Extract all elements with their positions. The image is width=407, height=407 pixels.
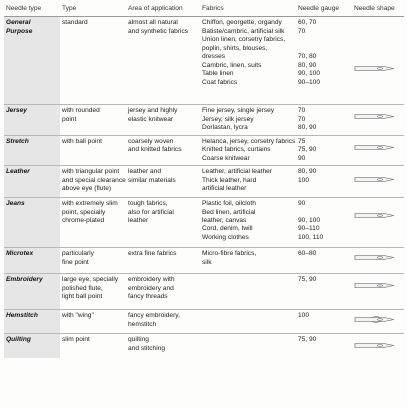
area-line: hemstitch <box>128 320 157 328</box>
gauge-line: 75, 90 <box>298 336 317 344</box>
table-row <box>4 334 404 358</box>
type-cell <box>60 17 126 105</box>
needle-type-name <box>4 274 60 310</box>
fabrics-line: Leather, artificial leather <box>202 168 273 176</box>
gauge-cell <box>296 17 352 105</box>
needle-type-name-line: Purpose <box>6 27 33 35</box>
needle-type-name <box>4 17 60 105</box>
type-cell <box>60 274 126 310</box>
needle-type-name-line: Embroidery <box>6 276 43 284</box>
type-line: with extremely slim <box>62 200 118 208</box>
gauge-line: 75, 90 <box>298 146 317 154</box>
fabrics-cell <box>200 105 296 135</box>
header-row <box>4 3 404 17</box>
needle-type-name <box>4 166 60 198</box>
needle-type-name <box>4 334 60 358</box>
area-cell <box>126 198 200 248</box>
fabrics-cell <box>200 135 296 165</box>
type-cell <box>60 105 126 135</box>
gauge-line: 80, 90 <box>298 168 317 176</box>
gauge-line <box>298 209 350 217</box>
type-line: particularly <box>62 250 94 258</box>
gauge-line: 90, 100 <box>298 216 320 224</box>
fabrics-cell <box>200 274 296 310</box>
header-needle-type: Needle type <box>4 3 60 17</box>
type-line: large eye, specially <box>62 276 119 284</box>
fabrics-line: Table linen <box>202 70 234 78</box>
area-line: tough fabrics, <box>128 200 168 208</box>
needle-type-name-line: Hemstitch <box>6 312 38 320</box>
gauge-line <box>298 36 350 44</box>
area-line: also for artificial <box>128 208 174 216</box>
type-line: with ball point <box>62 137 102 145</box>
area-cell <box>126 274 200 310</box>
table-row <box>4 198 404 248</box>
needle-shape-cell <box>352 334 404 358</box>
fabrics-line: Fine jersey, single jersey <box>202 107 275 115</box>
fabrics-line: Union linen, corsetry fabrics, <box>202 36 286 44</box>
header-type: Type <box>60 3 126 17</box>
area-line: and synthetic fabrics <box>128 27 189 35</box>
fabrics-line: Working clothes <box>202 233 249 241</box>
type-line: polished flute, <box>62 284 103 292</box>
type-cell <box>60 248 126 274</box>
gauge-line: 100 <box>298 176 310 184</box>
gauge-line: 90 <box>298 200 306 208</box>
table-row <box>4 135 404 165</box>
area-cell <box>126 310 200 334</box>
area-cell <box>126 334 200 358</box>
header-needle-shape: Needle shape <box>352 3 404 17</box>
table-row <box>4 166 404 198</box>
gauge-line: 90–100 <box>298 78 321 86</box>
needle-type-name-line: Quilting <box>6 336 31 344</box>
type-line: and special clearance <box>62 176 126 184</box>
area-line: leather <box>128 216 149 224</box>
needle-type-name-line: Jersey <box>6 107 27 115</box>
fabrics-cell <box>200 310 296 334</box>
gauge-line: 100, 110 <box>298 233 324 241</box>
fabrics-cell <box>200 198 296 248</box>
fabrics-line: Thick leather, hard <box>202 176 257 184</box>
gauge-line: 90, 100 <box>298 70 320 78</box>
needle-type-name <box>4 248 60 274</box>
area-cell <box>126 135 200 165</box>
needle-type-name <box>4 105 60 135</box>
fabrics-line: Knitted fabrics, curtains <box>202 146 271 154</box>
needle-table-body <box>4 17 404 358</box>
area-line: embroidery with <box>128 276 175 284</box>
fabrics-line: Micro-fibre fabrics, <box>202 250 257 258</box>
table-row <box>4 274 404 310</box>
type-line: with rounded <box>62 107 100 115</box>
gauge-line <box>298 45 350 53</box>
needle-shape-cell <box>352 198 404 248</box>
type-line: with "wing" <box>62 312 94 320</box>
fabrics-line: silk <box>202 258 212 266</box>
needle-shape-cell <box>352 310 404 334</box>
gauge-line: 60, 70 <box>298 19 317 27</box>
area-line: elastic knitwear <box>128 115 174 123</box>
type-line: slim point <box>62 336 90 344</box>
type-line: with triangular point <box>62 168 120 176</box>
needle-type-name <box>4 135 60 165</box>
needle-type-name-line: Stretch <box>6 137 29 145</box>
fabrics-line: poplin, shirts, blouses, <box>202 44 268 52</box>
gauge-cell <box>296 105 352 135</box>
gauge-line: 90–110 <box>298 225 320 233</box>
fabrics-line: Coat fabrics <box>202 78 238 86</box>
fabrics-cell <box>200 166 296 198</box>
gauge-line: 70 <box>298 107 306 115</box>
header-fabrics: Fabrics <box>200 3 296 17</box>
type-line: standard <box>62 19 88 27</box>
area-line: leather and <box>128 168 161 176</box>
fabrics-line: Dorlastan, lycra <box>202 124 248 132</box>
gauge-cell <box>296 274 352 310</box>
type-cell <box>60 198 126 248</box>
gauge-line: 80, 90 <box>298 124 317 132</box>
type-cell <box>60 310 126 334</box>
needle-type-name-line: Jeans <box>6 200 25 208</box>
type-cell <box>60 166 126 198</box>
area-line: fancy threads <box>128 292 168 300</box>
gauge-line: 90 <box>298 154 306 162</box>
gauge-line: 60–80 <box>298 250 317 258</box>
gauge-cell <box>296 198 352 248</box>
area-cell <box>126 248 200 274</box>
area-line: coarsely woven <box>128 137 174 145</box>
needle-shape-cell <box>352 17 404 105</box>
type-line: above eye (flute) <box>62 184 112 192</box>
gauge-cell <box>296 334 352 358</box>
fabrics-line: leather, canvas <box>202 216 247 224</box>
needle-shape-cell <box>352 166 404 198</box>
fabrics-line: dresses <box>202 53 226 61</box>
needle-shape-cell <box>352 135 404 165</box>
gauge-line: 70, 80 <box>298 53 317 61</box>
fabrics-line: Cambric, linen, suits <box>202 61 262 69</box>
table-row <box>4 248 404 274</box>
header-needle-gauge: Needle gauge <box>296 3 352 17</box>
needle-type-name-line: Leather <box>6 168 30 176</box>
fabrics-cell <box>200 248 296 274</box>
type-line: chrome-plated <box>62 216 105 224</box>
area-line: and knitted fabrics <box>128 146 182 154</box>
area-line: quilting <box>128 336 149 344</box>
type-line: light ball point <box>62 292 103 300</box>
gauge-line: 80, 90 <box>298 61 317 69</box>
area-line: and stitching <box>128 344 166 352</box>
fabrics-line: Helanca, jersey, corsetry fabrics <box>202 137 296 145</box>
fabrics-line: Coarse knitwear <box>202 154 250 162</box>
fabrics-line: Cord, denim, twill <box>202 225 253 233</box>
area-cell <box>126 166 200 198</box>
needle-type-name-line: Microtex <box>6 250 34 258</box>
fabrics-cell <box>200 17 296 105</box>
table-row <box>4 310 404 334</box>
gauge-cell <box>296 166 352 198</box>
area-cell <box>126 17 200 105</box>
area-line: embroidery and <box>128 284 174 292</box>
type-cell <box>60 135 126 165</box>
needle-type-name <box>4 310 60 334</box>
area-line: jersey and highly <box>128 107 178 115</box>
type-line: fine point <box>62 258 89 266</box>
table-row <box>4 105 404 135</box>
type-cell <box>60 334 126 358</box>
fabrics-line: Batiste/cambric, artificial silk <box>202 27 285 35</box>
fabrics-line: Chiffon, georgette, organdy <box>202 19 282 27</box>
gauge-cell <box>296 248 352 274</box>
type-line: point, specially <box>62 208 106 216</box>
needle-shape-cell <box>352 248 404 274</box>
needle-table <box>4 3 404 358</box>
needle-type-name-line: General <box>6 19 31 27</box>
type-line: point <box>62 115 77 123</box>
gauge-line: 100 <box>298 312 310 320</box>
area-line: similar materials <box>128 176 176 184</box>
area-line: extra fine fabrics <box>128 250 177 258</box>
fabrics-line: Bed linen, artificial <box>202 208 256 216</box>
gauge-line: 75 <box>298 137 306 145</box>
area-line: almost all natural <box>128 19 178 27</box>
area-line: fancy embroidery, <box>128 312 180 320</box>
gauge-cell <box>296 135 352 165</box>
fabrics-cell <box>200 334 296 358</box>
fabrics-line: Plastic foil, oilcloth <box>202 200 256 208</box>
gauge-line: 70 <box>298 115 306 123</box>
fabrics-line: Jersey, silk jersey <box>202 115 254 123</box>
gauge-line: 70 <box>298 27 306 35</box>
needle-shape-cell <box>352 274 404 310</box>
table-row <box>4 17 404 105</box>
area-cell <box>126 105 200 135</box>
fabrics-line: artificial leather <box>202 184 247 192</box>
header-area-of-application: Area of application <box>126 3 200 17</box>
needle-type-name <box>4 198 60 248</box>
needle-shape-cell <box>352 105 404 135</box>
gauge-line: 75, 90 <box>298 276 317 284</box>
gauge-cell <box>296 310 352 334</box>
